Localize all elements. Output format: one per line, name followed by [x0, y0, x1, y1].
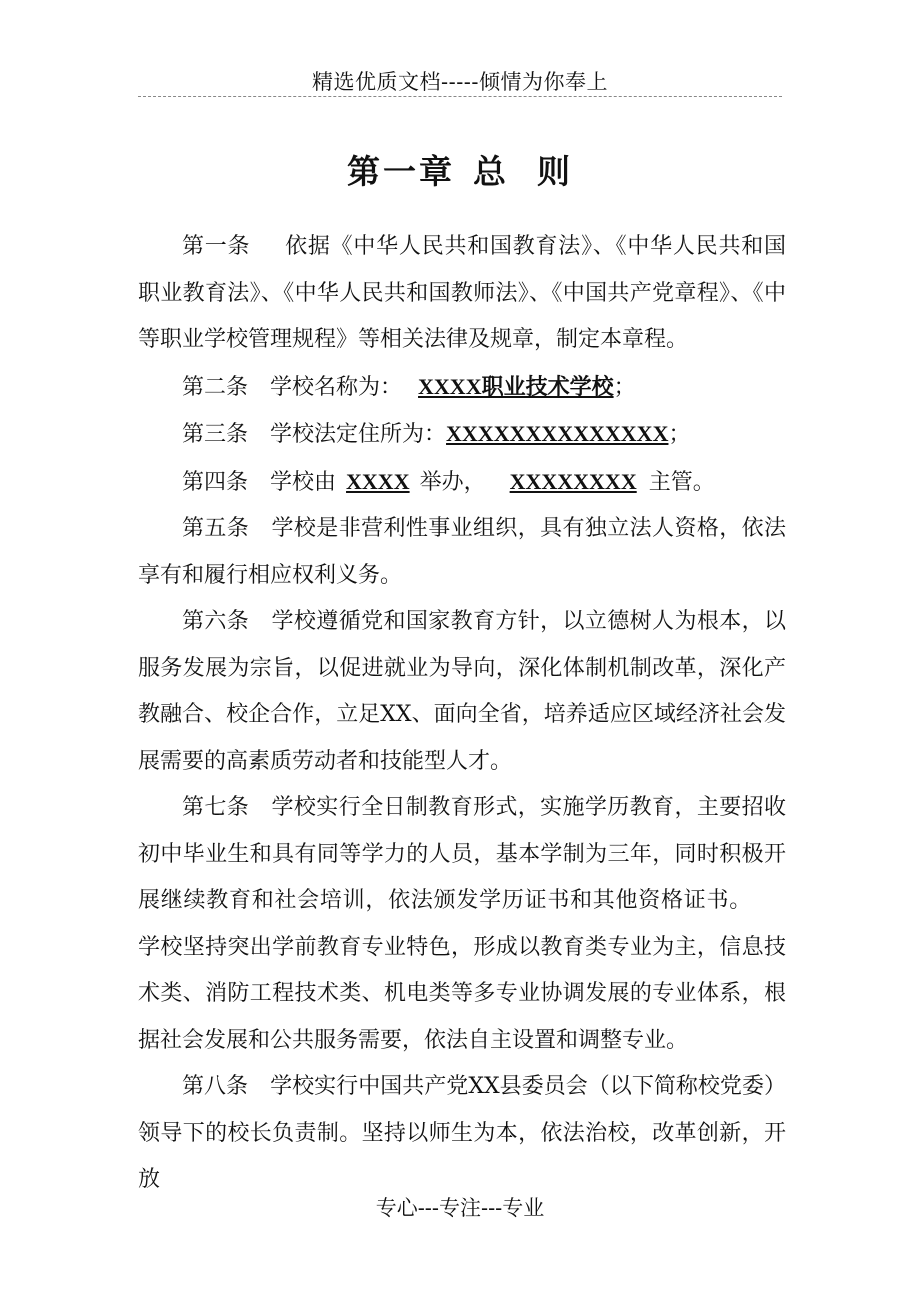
article-label: 第三条 — [182, 422, 249, 447]
article-text: 学校由 — [270, 469, 337, 495]
article-punct: ； — [613, 374, 636, 400]
article-text: 学校遵循党和国家教育方针，以立德树人为根本，以服务发展为宗旨，以促进就业为导向，深化体制机制改革，深化产教融合、校企合作，立足XX、面向全省，培养适应区域经济社会发展需要的高素质劳动者和技能型人才。 — [138, 609, 786, 774]
article-text-continued: 学校坚持突出学前教育专业特色，形成以教育类专业为主，信息技术类、消防工程技术类、机电类等多专业协调发展的专业体系，根据社会发展和公共服务需要，依法自主设置和调整专业。 — [138, 934, 786, 1053]
article-7 — [138, 785, 786, 1064]
address-placeholder: XXXXXXXXXXXXXX — [446, 421, 669, 446]
chapter-title-part3: 则 — [537, 152, 573, 191]
article-label: 第六条 — [182, 609, 250, 634]
article-text: 学校是非营利性事业组织，具有独立法人资格，依法享有和履行相应权利义务。 — [138, 516, 786, 588]
article-label: 第二条 — [182, 374, 249, 400]
supervisor-placeholder: XXXXXXXX — [509, 468, 637, 494]
article-text: 学校实行全日制教育形式，实施学历教育，主要招收初中毕业生和具有同等学力的人员，基本学制为三年，同时积极开展继续教育和社会培训，依法颁发学历证书和其他资格证书。 — [138, 795, 786, 913]
article-text: 学校法定住所为： — [270, 422, 447, 447]
header-divider — [138, 96, 782, 97]
chapter-title-part1: 第一章 — [347, 152, 455, 191]
article-2 — [138, 364, 786, 412]
article-label: 第七条 — [182, 795, 250, 820]
sponsor-placeholder: XXXX — [346, 468, 410, 494]
article-text: 举办， — [419, 469, 486, 495]
article-punct: ； — [668, 422, 691, 447]
article-5 — [138, 506, 786, 599]
article-6 — [138, 599, 786, 785]
article-text: 学校名称为： — [270, 374, 403, 400]
article-label: 第八条 — [182, 1074, 249, 1099]
article-8 — [138, 1064, 786, 1204]
article-3 — [138, 411, 786, 459]
page-header: 精选优质文档-----倾情为你奉上 — [312, 70, 608, 94]
article-label: 第四条 — [182, 469, 249, 495]
chapter-title-part2: 总 — [473, 152, 509, 191]
page-footer: 专心---专注---专业 — [375, 1196, 545, 1220]
article-label: 第五条 — [182, 516, 250, 541]
article-text: 学校实行中国共产党XX县委员会（以下简称校党委）领导下的校长负责制。坚持以师生为本，依法治校，改革创新，开放 — [138, 1074, 786, 1192]
article-label: 第一条 — [182, 234, 251, 259]
chapter-title — [0, 146, 920, 193]
school-name-placeholder: XXXX职业技术学校 — [418, 373, 614, 399]
article-1 — [138, 224, 786, 364]
article-4 — [138, 459, 786, 507]
article-text: 主管。 — [648, 469, 715, 495]
article-text: 依据《中华人民共和国教育法》、《中华人民共和国职业教育法》、《中华人民共和国教师法》、《中国共产党章程》、《中等职业学校管理规程》等相关法律及规章，制定本章程。 — [138, 234, 786, 352]
document-body — [138, 224, 786, 1204]
